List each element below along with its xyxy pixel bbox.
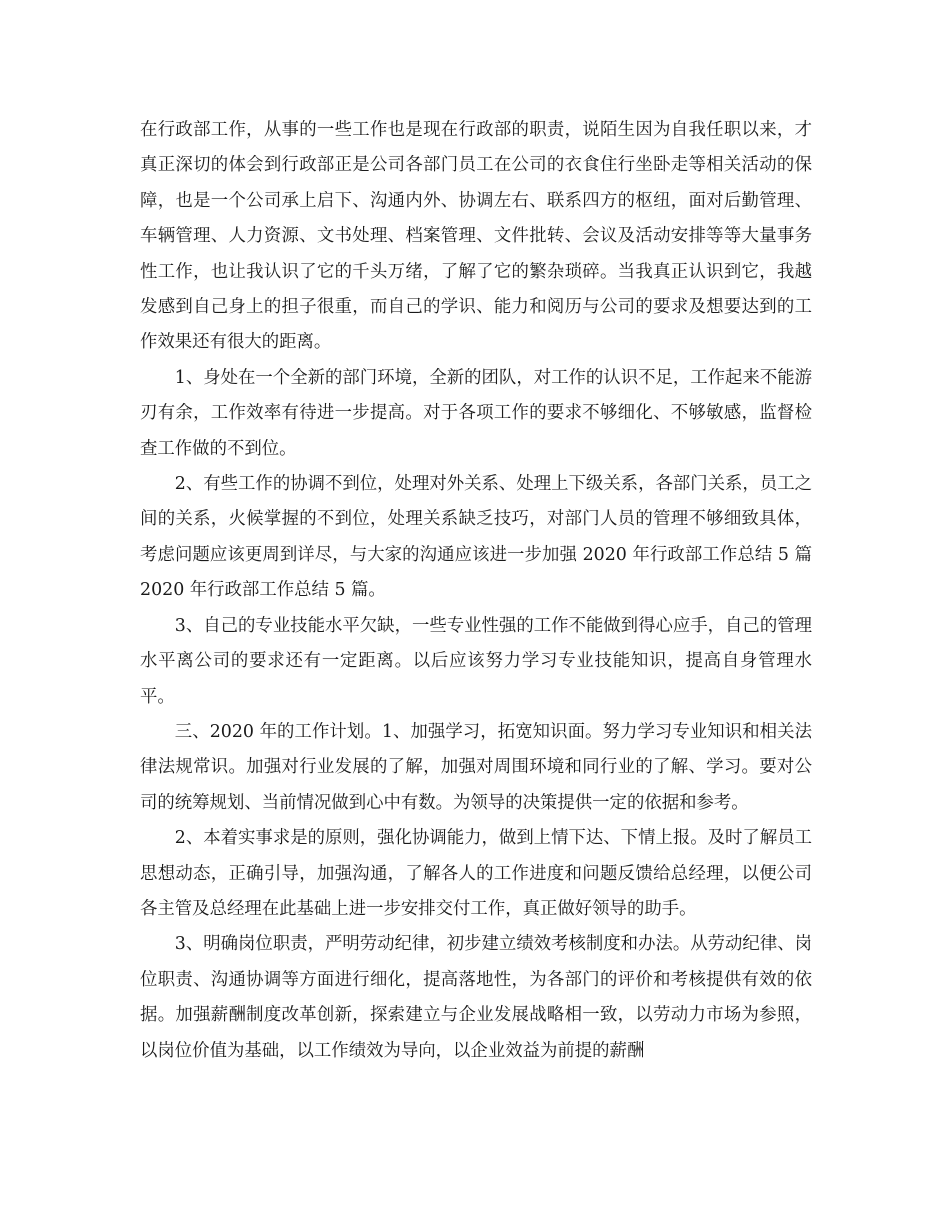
paragraph-plan-2: 2、本着实事求是的原则，强化协调能力，做到上情下达、下情上报。及时了解员工思想动态，正确引导，加强沟通，了解各人的工作进度和问题反馈给总经理，以便公司各主管及总经理在此基础上进一步安排交付工作，真正做好领导的助手。 xyxy=(140,828,812,919)
paragraph-point-2: 2、有些工作的协调不到位，处理对外关系、处理上下级关系，各部门关系，员工之间的关系，火候掌握的不到位，处理关系缺乏技巧，对部门人员的管理不够细致具体，考虑问题应该更周到详尽，与大家的沟通应该进一步加强 2020 年行政部工作总结 5 篇 2020 年行政部工作总结 5 篇。 xyxy=(140,474,812,601)
paragraph-intro: 在行政部工作，从事的一些工作也是现在行政部的职责，说陌生因为自我任职以来，才真正深切的体会到行政部正是公司各部门员工在公司的衣食住行坐卧走等相关活动的保障，也是一个公司承上启下、沟通内外、协调左右、联系四方的枢纽，面对后勤管理、车辆管理、人力资源、文书处理、档案管理、文件批转、会议及活动安排等等大量事务性工作，也让我认识了它的千头万绪，了解了它的繁杂琐碎。当我真正认识到它，我越发感到自己身上的担子很重，而自己的学识、能力和阅历与公司的要求及想要达到的工作效果还有很大的距离。 xyxy=(140,120,812,353)
paragraph-plan-heading: 三、2020 年的工作计划。1、加强学习，拓宽知识面。努力学习专业知识和相关法律法规常识。加强对行业发展的了解，加强对周围环境和同行业的了解、学习。要对公司的统筹规划、当前情况做到心中有数。为领导的决策提供一定的依据和参考。 xyxy=(140,721,812,813)
document-page xyxy=(140,113,812,1069)
paragraph-point-3: 3、自己的专业技能水平欠缺，一些专业性强的工作不能做到得心应手，自己的管理水平离公司的要求还有一定距离。以后应该努力学习专业技能知识，提高自身管理水平。 xyxy=(140,615,812,707)
paragraph-plan-3: 3、明确岗位职责，严明劳动纪律，初步建立绩效考核制度和办法。从劳动纪律、岗位职责、沟通协调等方面进行细化，提高落地性，为各部门的评价和考核提供有效的依据。加强薪酬制度改革创新，探索建立与企业发展战略相一致，以劳动力市场为参照，以岗位价值为基础，以工作绩效为导向，以企业效益为前提的薪酬 xyxy=(140,934,812,1061)
paragraph-point-1: 1、身处在一个全新的部门环境，全新的团队，对工作的认识不足，工作起来不能游刃有余，工作效率有待进一步提高。对于各项工作的要求不够细化、不够敏感，监督检查工作做的不到位。 xyxy=(140,367,812,459)
